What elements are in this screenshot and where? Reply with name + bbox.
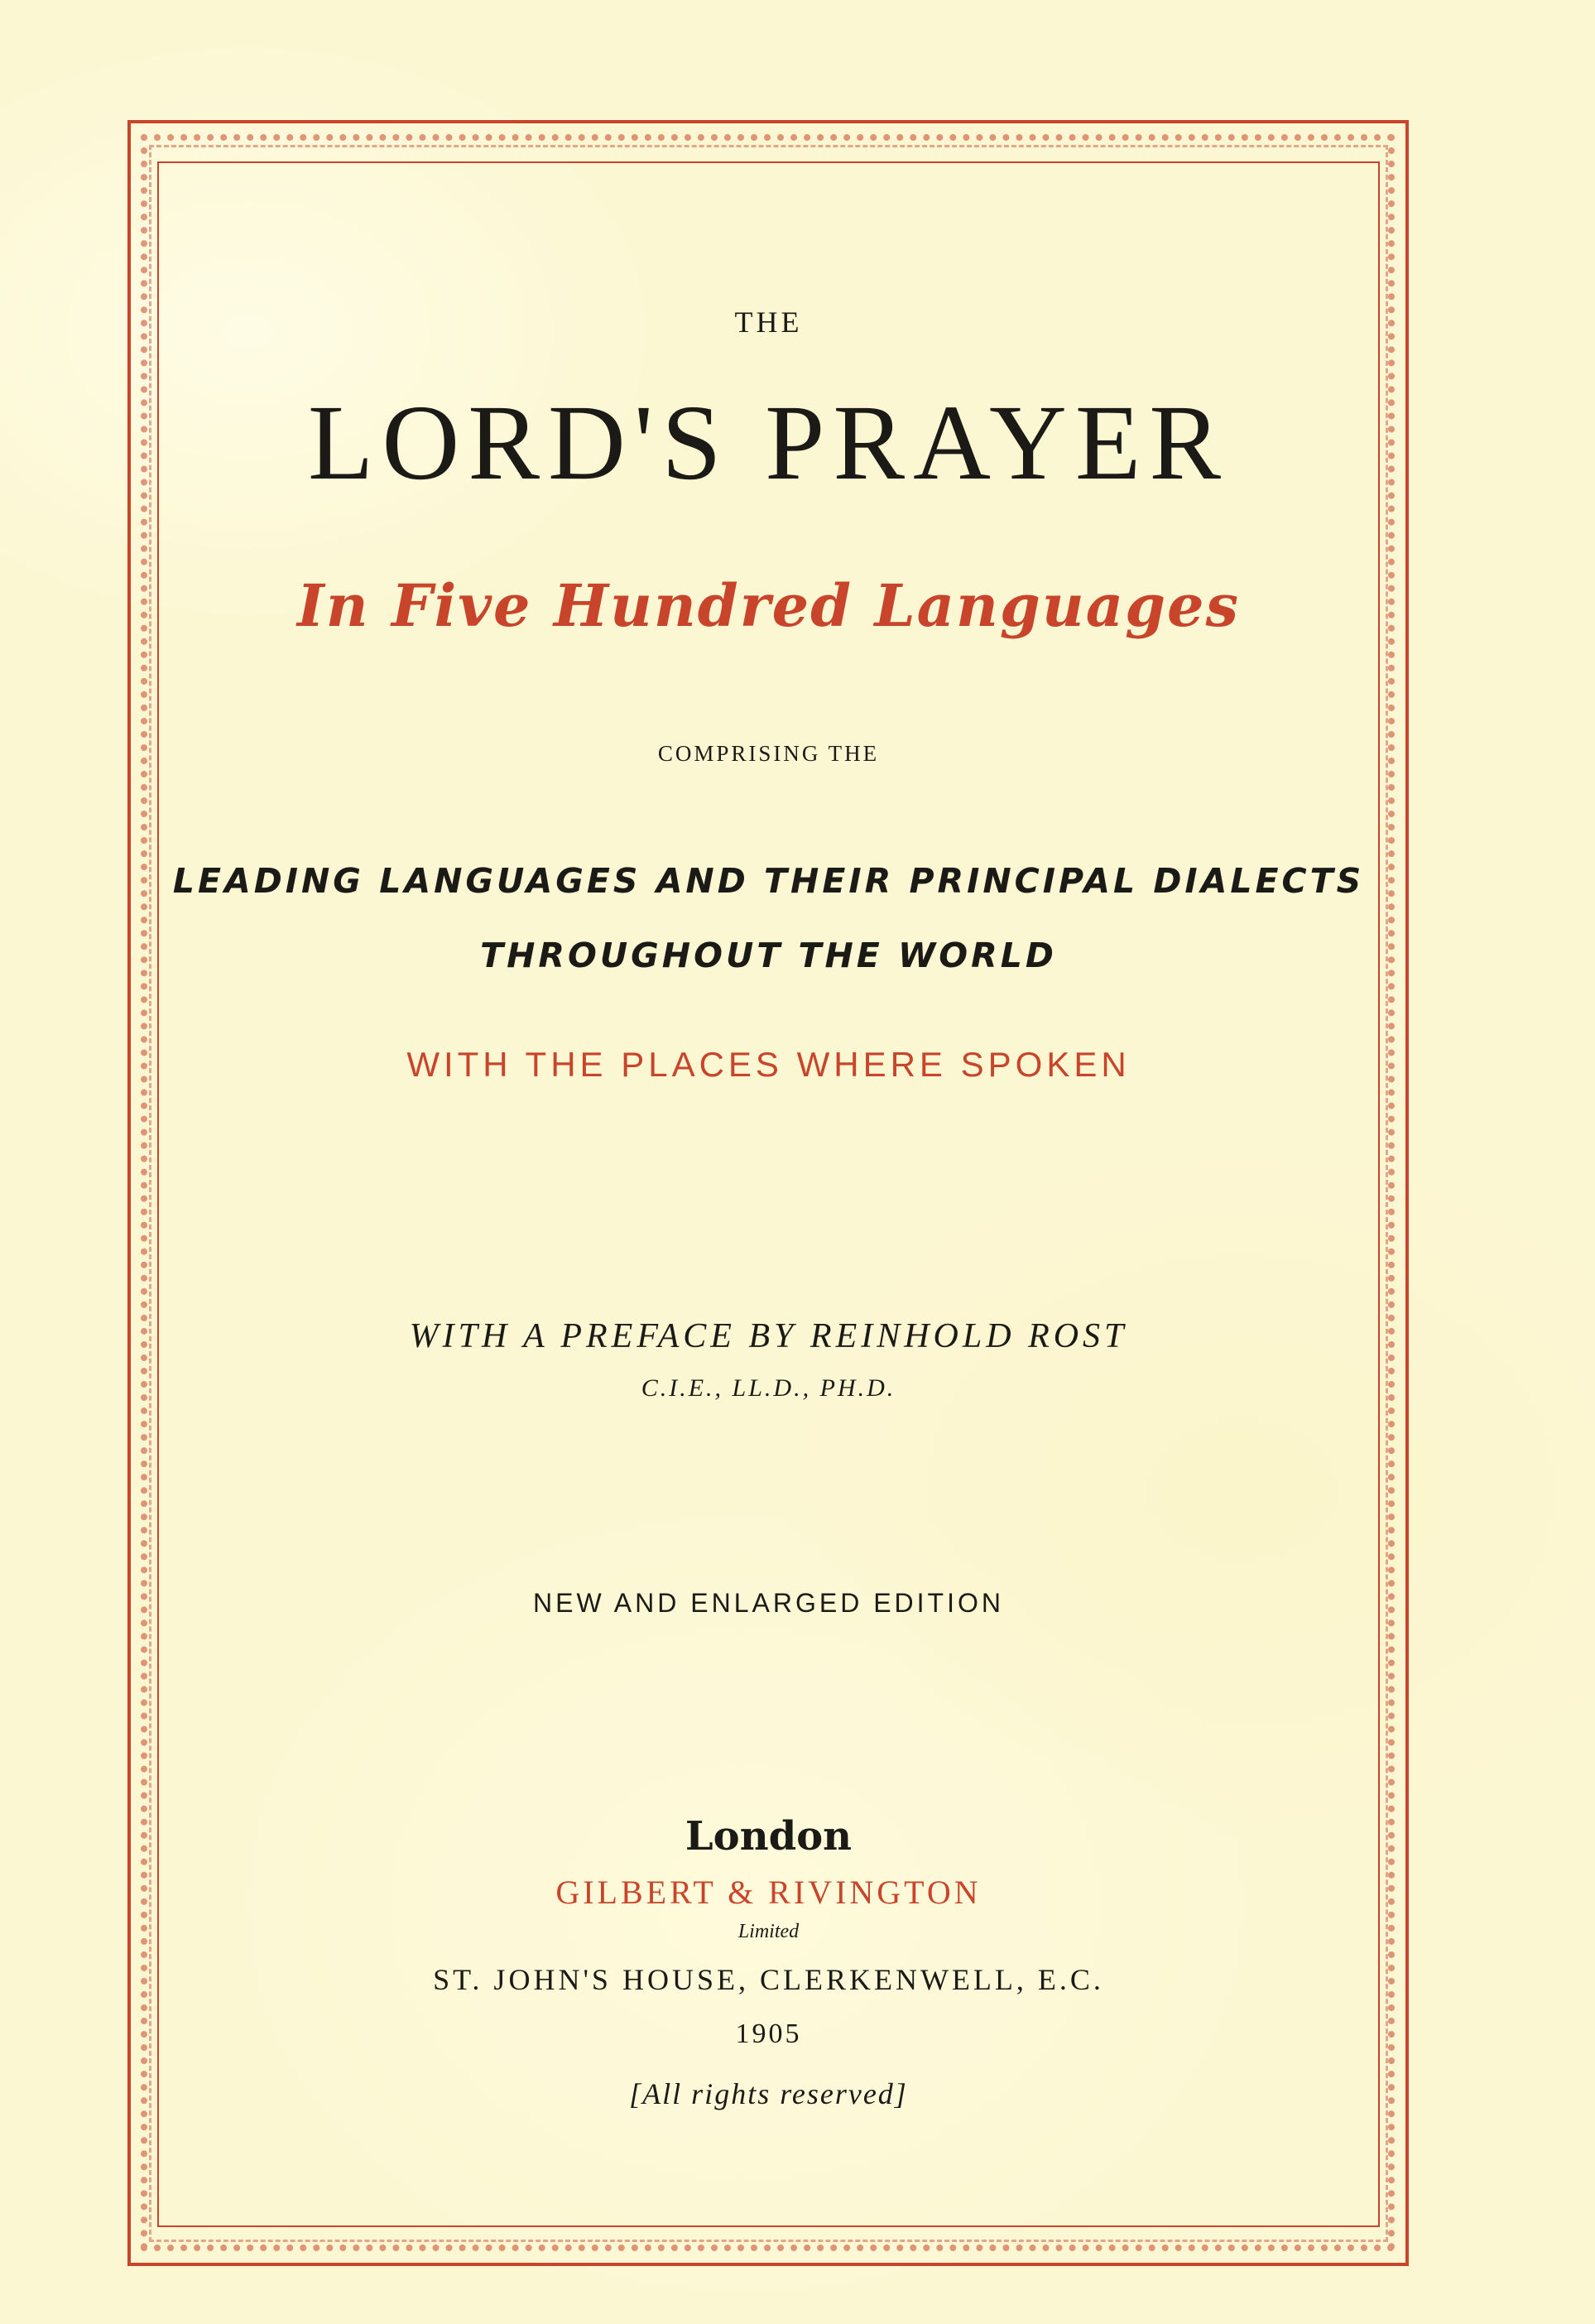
rights-notice: [All rights reserved] — [629, 2077, 908, 2110]
edition-label: NEW AND ENLARGED EDITION — [533, 1588, 1004, 1618]
publication-city: London — [685, 1813, 853, 1860]
publisher-address: ST. JOHN'S HOUSE, CLERKENWELL, E.C. — [433, 1963, 1104, 1996]
publication-year: 1905 — [735, 2018, 802, 2049]
publisher-limited: Limited — [737, 1921, 800, 1942]
author-credentials: C.I.E., LL.D., PH.D. — [641, 1374, 896, 1402]
places-spoken-line: WITH THE PLACES WHERE SPOKEN — [406, 1045, 1131, 1084]
preface-author-line: WITH A PREFACE BY REINHOLD ROST — [409, 1317, 1128, 1355]
publisher-name: GILBERT & RIVINGTON — [555, 1874, 982, 1911]
title-article: THE — [734, 306, 803, 339]
comprising-text: COMPRISING THE — [657, 741, 880, 766]
throughout-world-line: THROUGHOUT THE WORLD — [480, 936, 1057, 975]
leading-languages-line: LEADING LANGUAGES AND THEIR PRINCIPAL DIALECTS — [172, 861, 1365, 901]
page-title: LORD'S PRAYER — [307, 383, 1230, 503]
subtitle: In Five Hundred Languages — [296, 571, 1241, 640]
